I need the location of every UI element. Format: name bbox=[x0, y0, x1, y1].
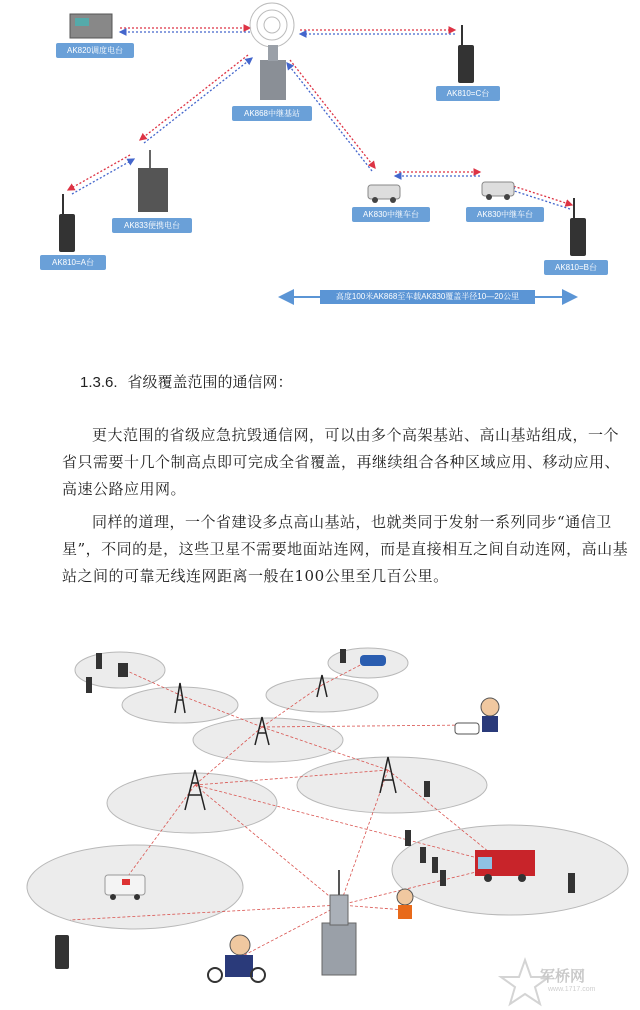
label-car2: AK830中继车台 bbox=[466, 207, 544, 222]
coverage-range-text: 高度100米AK868至车载AK830覆盖半径10—20公里 bbox=[320, 290, 535, 304]
label-portable: AK833便携电台 bbox=[112, 218, 192, 233]
portable-station-icon bbox=[138, 150, 168, 212]
section-heading bbox=[80, 372, 293, 393]
label-car1: AK830中继车台 bbox=[352, 207, 430, 222]
watermark-url: www.1717.com bbox=[548, 986, 596, 993]
section-title: 省级覆盖范围的通信网： bbox=[127, 373, 293, 391]
label-b: AK810=B台 bbox=[544, 260, 608, 275]
label-a: AK810=A台 bbox=[40, 255, 106, 270]
relay-car-icon bbox=[368, 182, 514, 203]
relay-tower-icon bbox=[250, 3, 294, 100]
provincial-network-diagram bbox=[0, 625, 640, 1010]
skyscraper-icon bbox=[322, 870, 356, 975]
label-dispatch: AK820调度电台 bbox=[56, 43, 134, 58]
watermark-logo: 军桥网 bbox=[540, 968, 586, 985]
label-base: AK868中继基站 bbox=[232, 106, 312, 121]
section-number: 1.3.6. bbox=[80, 374, 118, 391]
paragraph-2: 同样的道理，一个省建设多点高山基站，也就类同于发射一系列同步“通信卫星”，不同的是，这些卫星不需要地面站连网，而是直接相互之间自动连网，高山基站之间的可靠无线连网距离一般在100公里至几百公里。 bbox=[62, 513, 629, 585]
dispatch-console-icon bbox=[70, 14, 112, 38]
coverage-range bbox=[275, 290, 580, 304]
paragraph-1: 更大范围的省级应急抗毁通信网，可以由多个高架基站、高山基站组成，一个省只需要十几个制高点即可完成全省覆盖，再继续组合各种区域应用、移动应用、高速公路应用网。 bbox=[62, 426, 621, 498]
label-c: AK810=C台 bbox=[436, 86, 500, 101]
